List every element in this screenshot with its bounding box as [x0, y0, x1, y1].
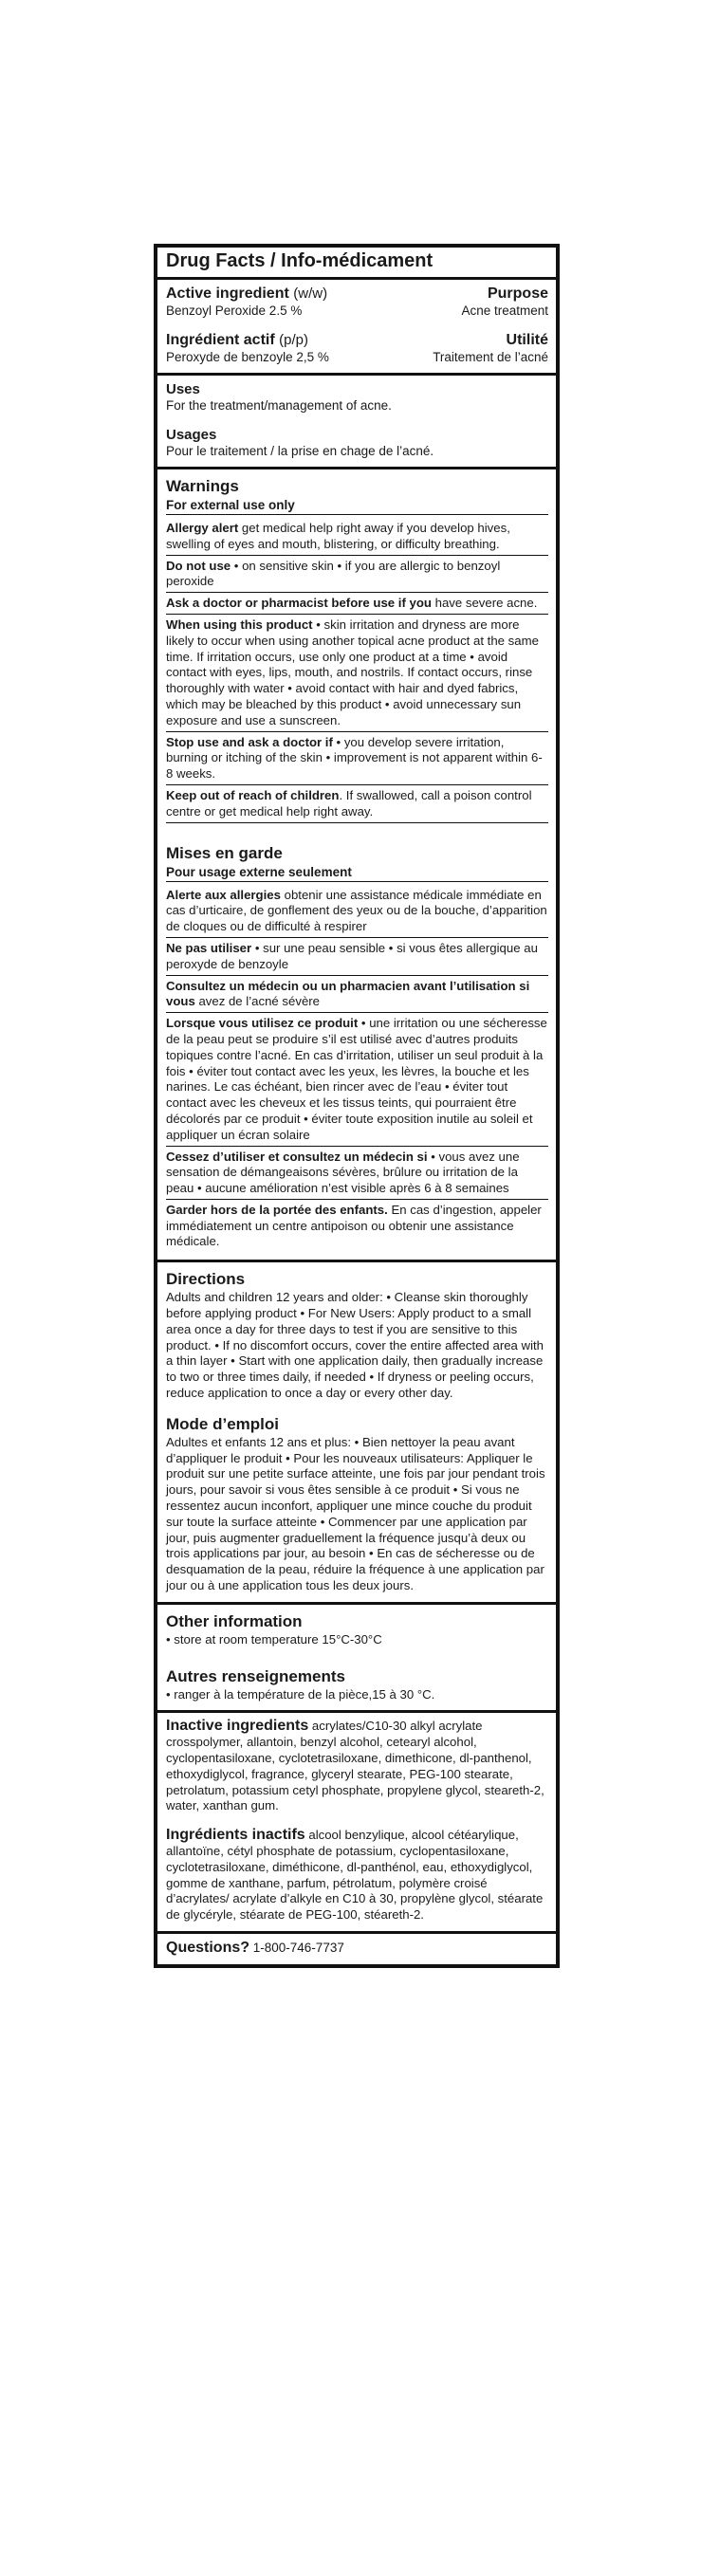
warning-item: Do not use • on sensitive skin • if you are allergic to benzoyl peroxide	[166, 556, 548, 594]
uses-heading: Uses	[166, 381, 200, 397]
utilite-value: Traitement de l’acné	[433, 350, 548, 364]
mises-en-garde-heading: Mises en garde	[166, 843, 283, 862]
questions-label: Questions?	[166, 1939, 250, 1956]
warnings-subheading: For external use only	[166, 498, 295, 512]
ingredient-actif-value: Peroxyde de benzoyle 2,5 %	[166, 350, 329, 364]
uses-text: For the treatment/management of acne.	[166, 398, 392, 413]
ingredients-inactifs-heading: Ingrédients inactifs	[166, 1827, 305, 1844]
questions-section	[157, 1931, 556, 1964]
inactive-ingredients-text: acrylates/C10-30 alkyl acrylate crosspolymer, allantoin, benzyl alcohol, cetearyl alcohol, cyclopentasiloxane, cyclotetrasiloxane, dimethicone, dl-panthenol, ethoxydiglycol, fragrance, glyceryl stearate, PEG-100 stearate, petrolatum, potassium cetyl phosphate, propylene glycol, steareth-2, water, xanthan gum.	[166, 1719, 544, 1813]
warning-item-fr: Cessez d’utiliser et consultez un médecin si • vous avez une sensation de démangeaisons sévères, brûlure ou irritation de la peau • aucune amélioration n’est visible après 6 à 8 semaines	[166, 1147, 548, 1200]
ingredient-actif-label: Ingrédient actif (p/p)	[166, 332, 308, 348]
autres-renseignements-text: • ranger à la température de la pièce,15 à 30 °C.	[166, 1686, 435, 1702]
directions-section	[157, 1260, 556, 1602]
usages-heading: Usages	[166, 427, 217, 443]
warning-item: When using this product • skin irritation and dryness are more likely to occur when using another topical acne product at the same time. If irritation occurs, use only one product at a time • avoid contact with eyes, lips, mouth, and nostrils. If contact occurs, rinse thoroughly with water • avoid contact with hair and dyed fabrics, which may be bleached by this product • avoid unnecessary sun exposure and use a sunscreen.	[166, 615, 548, 732]
warning-item-fr: Lorsque vous utilisez ce produit • une irritation ou une sécheresse de la peau peut se produire s’il est utilisé avec d’autres produits topiques contre l’acné. En cas d’irritation, utiliser un seul produit à la fois • éviter tout contact avec les yeux, les lèvres, la bouche et les narines. Le cas échéant, bien rincer avec de l’eau • éviter tout contact avec les cheveux et les tissus teints, qui pourraient être décolorés par ce produit • éviter toute exposition inutile au soleil et appliquer un écran solaire	[166, 1013, 548, 1146]
uses-section	[157, 373, 556, 467]
active-ingredient-section	[157, 277, 556, 373]
autres-renseignements-heading: Autres renseignements	[166, 1666, 345, 1685]
drug-facts-title: Drug Facts / Info-médicament	[166, 250, 434, 271]
warning-item-fr: Alerte aux allergies obtenir une assistance médicale immédiate en cas d’urticaire, de gonflement des yeux ou de la bouche, d’apparition de cloques ou de difficulté à respirer	[166, 885, 548, 938]
mode-emploi-heading: Mode d’emploi	[166, 1414, 279, 1433]
utilite-label: Utilité	[506, 332, 548, 348]
drug-facts-panel	[154, 244, 560, 1968]
usages-text: Pour le traitement / la prise en chage de l’acné.	[166, 444, 434, 458]
active-ingredient-value: Benzoyl Peroxide 2.5 %	[166, 304, 303, 318]
purpose-value: Acne treatment	[461, 304, 548, 318]
warnings-heading: Warnings	[166, 477, 239, 495]
warning-item: Keep out of reach of children. If swallowed, call a poison control centre or get medical help right away.	[166, 785, 548, 823]
ingredients-inactifs-text: alcool benzylique, alcool cétéarylique, allantoïne, cétyl phosphate de potassium, cyclopentasiloxane, cyclotetrasiloxane, diméthicone, dl-panthénol, eau, ethoxydiglycol, gomme de xanthane, parfum, pétrolatum, polymère croisé d’acrylates/ acrylate d’alkyle en C10 à 30, propylène glycol, stéarate de glycéryle, stéarate de PEG-100, stéareth-2.	[166, 1828, 544, 1923]
questions-phone: 1-800-746-7737	[249, 1940, 344, 1955]
active-ingredient-label: Active ingredient (w/w)	[166, 285, 328, 302]
warning-item: Ask a doctor or pharmacist before use if you have severe acne.	[166, 593, 548, 615]
directions-text: Adults and children 12 years and older: • Cleanse skin thoroughly before applying product • For New Users: Apply product to a small area once a day for three days to test if you are sensitive to this product. • If no discomfort occurs, cover the entire affected area with a thin layer • Start with one application daily, then gradually increase to two or three times daily, if needed • If dryness or peeling occurs, reduce application to once a day or every other day.	[166, 1290, 544, 1401]
warning-item: Stop use and ask a doctor if • you develop severe irritation, burning or itching of the skin • improvement is not apparent within 6-8 weeks.	[166, 732, 548, 785]
mises-en-garde-subheading: Pour usage externe seulement	[166, 864, 352, 879]
directions-heading: Directions	[166, 1270, 246, 1289]
other-information-section	[157, 1602, 556, 1711]
warning-item-fr: Consultez un médecin ou un pharmacien avant l’utilisation si vous avez de l’acné sévère	[166, 976, 548, 1014]
other-information-heading: Other information	[166, 1611, 303, 1630]
mode-emploi-text: Adultes et enfants 12 ans et plus: • Bien nettoyer la peau avant d’appliquer le produit • Pour les nouveaux utilisateurs: Appliquer le produit sur une petite surface atteinte, une fois par jour pendant trois jours, pour savoir si vous êtes sensible à ce produit • Si vous ne ressentez aucun inconfort, appliquer une mince couche du produit sur toute la surface atteinte • Commencer par une application par jour, puis augmenter graduellement la fréquence jusqu’à deux ou trois applications par jour, au besoin • En cas de sécheresse ou de desquamation de la peau, réduire la fréquence à une application par jour ou à une application tous les deux jours.	[166, 1434, 545, 1593]
warning-item-fr: Ne pas utiliser • sur une peau sensible • si vous êtes allergique au peroxyde de benzoyle	[166, 938, 548, 976]
inactive-ingredients-heading: Inactive ingredients	[166, 1718, 309, 1735]
warning-item: Allergy alert get medical help right away if you develop hives, swelling of eyes and mouth, blistering, or difficulty breathing.	[166, 518, 548, 556]
purpose-label: Purpose	[487, 285, 548, 302]
inactive-ingredients-section	[157, 1710, 556, 1931]
warnings-section	[157, 467, 556, 1260]
warning-item-fr: Garder hors de la portée des enfants. En cas d’ingestion, appeler immédiatement un centre antipoison ou obtenir une assistance médicale.	[166, 1202, 542, 1249]
other-information-text: • store at room temperature 15°C-30°C	[166, 1631, 382, 1647]
